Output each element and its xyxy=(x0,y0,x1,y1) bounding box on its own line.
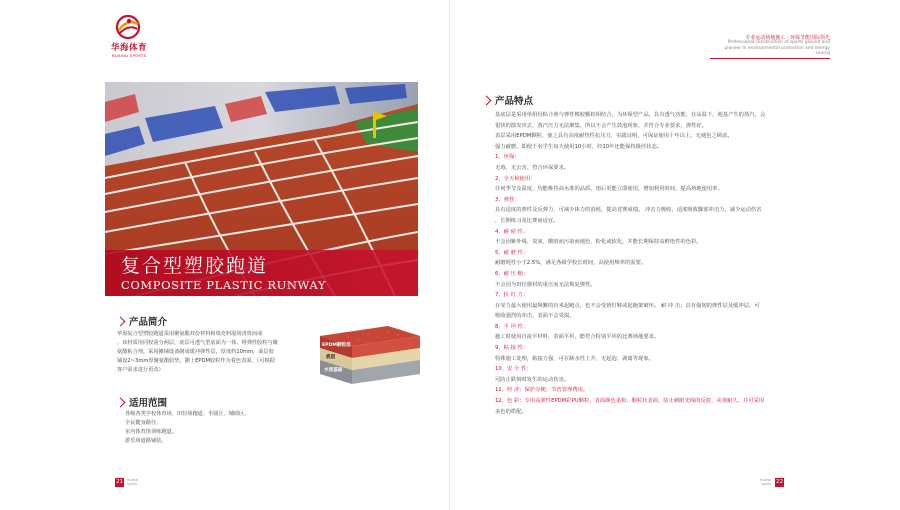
feature-line: 多色的搭配。 xyxy=(495,408,527,415)
intro-line: ，该材质用同权重分两层，底层可透气型底面为一体，将弹性胶粒与聚 xyxy=(117,340,278,346)
feature-title: 6、耐 压 缩： xyxy=(495,270,529,277)
feature-line: 不会因为田径器材的重压而无法恢复弹性。 xyxy=(495,281,596,288)
chevron-right-icon xyxy=(116,316,126,326)
brand-name-cn: 华海体育 xyxy=(110,43,147,53)
feature-title: 1、环保： xyxy=(495,154,520,161)
scope-body xyxy=(125,410,325,446)
feature-line: 可防止跌倒时发生的运动伤害。 xyxy=(495,376,570,383)
layer-label-bottom: 水泥基础 xyxy=(324,368,343,373)
scope-line: 全民健身路径。 xyxy=(125,420,162,426)
feature-line: 耐磨耗性小于2.5%，满足各级学校长时间，高使用频率的需要。 xyxy=(495,260,647,267)
brand-logo-icon xyxy=(114,14,142,40)
scope-line: 室内体育馆训练跑道。 xyxy=(125,429,177,435)
feature-title: 8、平 坦 性： xyxy=(495,323,529,330)
feature-line: 吸收强烈的冲击，表面不会受损。 xyxy=(495,313,575,320)
scope-line: 游乐场道路铺装。 xyxy=(125,438,167,444)
footer-text-left: Huahai sports xyxy=(127,478,139,486)
feature-title: 2、全天候使用： xyxy=(495,175,536,182)
brand-logo xyxy=(104,14,154,60)
features-heading-text: 产品特点 xyxy=(495,96,534,107)
chevron-right-icon xyxy=(116,397,126,407)
feature-line: 不会因紫外线、臭氧、酸雨而污染而褪色、粉化或软化，并能长期保持高鲜艳性的色彩。 xyxy=(495,239,702,246)
feature-title: 11、经 济：保护办便、节省管理费用。 xyxy=(495,387,589,394)
feature-line: 表层采用EPDM颗粒，使之具有高度耐热性抗压力，实践证明，可保证使用十年以上，无褪色之顾虑。 xyxy=(495,133,733,140)
header-rule xyxy=(710,58,830,59)
feature-line: 施工时使用自流平材料，表面平坦，能符合特别平坦的比赛场地要求。 xyxy=(495,334,660,341)
feature-line: 强力耐磨，即使千名学生每天使用10小时，经10年还能保持极佳状态。 xyxy=(495,143,663,150)
feature-title: 7、抗 钉 力： xyxy=(495,292,529,299)
layer-label-middle: 底层 xyxy=(326,355,336,360)
intro-line: 华海复合型塑胶跑道采用聚氨酯双份材料和填充料混场浇筑而成 xyxy=(117,331,263,337)
intro-line: 客户需求进行更改） xyxy=(117,367,164,373)
intro-heading xyxy=(117,314,167,328)
page-number-right: 22 xyxy=(776,479,783,485)
feature-line: 具有适度的弹性及反弹力，可减少体力的消耗，提高竞赛成绩。 冲击力吸收，适度吸收脚部冲击力，减少运动伤害 xyxy=(495,207,762,214)
footer-text-right: Huahai sports xyxy=(760,478,772,486)
features-list xyxy=(495,110,795,417)
feature-title: 4、耐 候 性： xyxy=(495,228,529,235)
scope-line: 各级各类学校体育场、田径场跑道、半圆区、辅助区。 xyxy=(125,411,250,417)
intro-line: 氨酯粘合剂，采用摊铺设备制成缓冲弹性层，厚度约10mm，面层胶 xyxy=(117,349,274,355)
feature-line: 在受力最大使用最频繁的百米起跑点，也不会受到钉鞋或起跑架破坏。 耐 冲 击；具有强韧的弹性层及缓冲层，可 xyxy=(495,302,760,309)
product-layer-diagram xyxy=(318,322,422,400)
feature-line: 任何季节及温度，均能维持高水准的品质，雨后更能立即使用，增加利用时间，提高场地使用率。 xyxy=(495,186,723,193)
layer-slab-illustration xyxy=(318,322,422,400)
hero-title-cn: 复合型塑胶跑道 xyxy=(121,255,269,277)
feature-title: 12、色 彩：专用高弹性EPDM彩PU颗粒，表面颜色柔和，颗粒状表面，防止刺眼光线的反射，美观耐久，并可采用 xyxy=(495,398,765,405)
layer-label-top: EPDM颗粒层 xyxy=(322,343,351,348)
page-number-left: 21 xyxy=(116,479,123,485)
brand-name-en: HUAHAI SPORTS xyxy=(111,53,147,58)
hero-title-en: COMPOSITE PLASTIC RUNWAY xyxy=(121,278,327,292)
feature-title: 9、粘 接 性： xyxy=(495,345,529,352)
feature-line: 基底层是采用单组份粘合剂与弹性橡胶颗粒相结合，为环保型产品，具有透气功能，在高温下，地基产生的蒸汽，会 xyxy=(495,112,766,118)
header-tagline-en: Professional construction of sports ground and pioneer in environmental protection and energy saving xyxy=(724,40,830,56)
features-heading xyxy=(483,93,533,107)
feature-line: 很快的散发出去，蒸汽压力无法聚集，所以不会产生鼓泡现象，并符合专业要求，弹性好。 xyxy=(495,122,707,129)
intro-body xyxy=(117,330,313,375)
feature-title: 10、安 全 性： xyxy=(495,366,532,373)
scope-heading-text: 适用范围 xyxy=(129,398,168,409)
hero-image xyxy=(105,82,418,296)
intro-heading-text: 产品简介 xyxy=(129,317,168,328)
scope-heading xyxy=(117,395,167,409)
chevron-right-icon xyxy=(482,95,492,105)
feature-line: 特殊施工处理，粘接力强，可在制水性上升，无起泡、剥离等现象。 xyxy=(495,355,654,362)
feature-title: 5、耐 磨 性： xyxy=(495,249,529,256)
feature-line: 无毒、无公害、符合环保要求。 xyxy=(495,164,570,171)
intro-line: 铺设2~3mm厚聚氨酯胶垫，撒上EPDM胶粒作为着色表面。（可根据 xyxy=(117,358,275,364)
feature-line: ，长期练习及比赛而适宜。 xyxy=(495,217,559,224)
feature-title: 3、弹性： xyxy=(495,196,520,203)
header-tagline-cn: 专业运动场地施工 · 环保节能国际领先 xyxy=(745,35,830,41)
